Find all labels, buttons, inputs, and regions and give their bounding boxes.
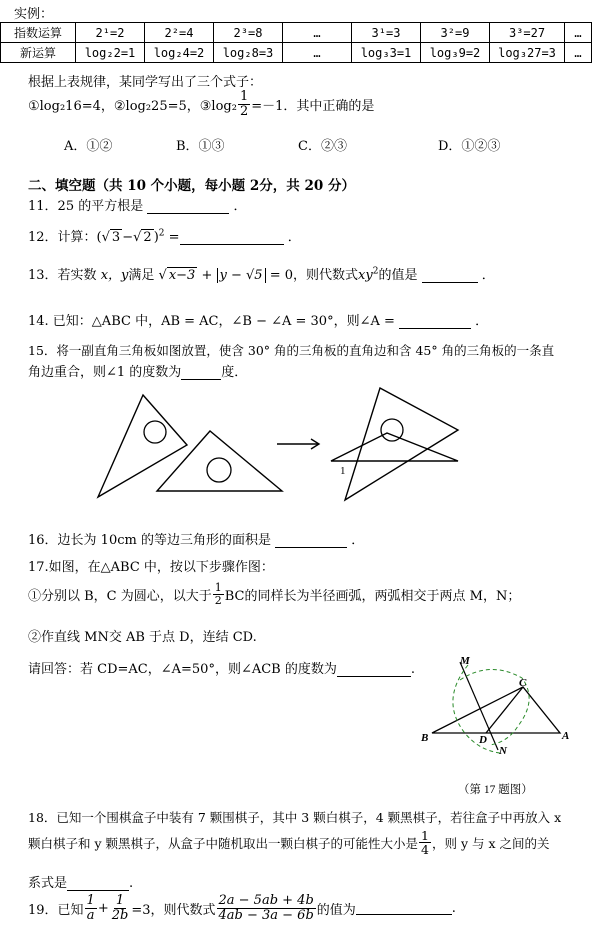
q13-vars: x，y [100,268,129,283]
denominator: a [86,907,95,923]
q17-end: . [410,662,415,677]
table-cell: log₂8=3 [214,43,283,63]
q19-ask: 的值为 [316,902,356,918]
q10-exprs: ①log₂16=4，②log₂25=5，③log₂ [28,98,237,114]
angle-1-label: 1 [340,465,346,477]
q14 [28,310,488,329]
answer-blank[interactable] [147,212,229,214]
numerator: 2a − 5ab + 4b [218,893,314,908]
q16-end: ． [351,533,365,548]
label-d: D [479,734,487,746]
exponent: 2 [372,266,379,277]
numerator: 1 [214,581,222,594]
numerator: 1 [239,89,249,104]
q18-line3 [28,872,133,891]
q18-line1: 18．已知一个围棋盒子中装有 7 颗围棋子，其中 3 颗白棋子，4 颗黑棋子，若往盒子中再放入 x [28,810,562,825]
q18-end: . [129,876,134,891]
exponent: 2 [158,228,165,239]
label-a: A [562,730,570,742]
answer-blank[interactable] [422,281,478,283]
row-header: 新运算 [1,43,76,63]
triangle-hole [144,421,166,443]
q17-stem: 17.如图，在△ABC 中，按以下步骤作图： [28,560,274,575]
q18-text-3: 系式是 [28,876,68,891]
fraction-1-over-a [85,894,97,922]
triangle-hole [381,419,403,441]
q13-text: 13．若实数 [28,268,97,283]
sqrt-2: 2 [143,230,152,245]
q17-figure [420,650,595,800]
table-row [1,23,592,43]
q18-fraction [419,829,431,856]
table-cell: 2³=8 [214,23,283,43]
denominator: 4ab − 3a − 6b [218,907,314,923]
q13-radicand: x−3 [168,268,196,283]
answer-blank[interactable] [181,378,221,380]
plus: + [97,900,109,916]
q16-text: 16．边长为 10cm 的等边三角形的面积是 [28,533,271,548]
minus: − [122,230,134,245]
label-b: B [421,732,429,744]
q13-cond: 满足 [128,268,155,283]
q17-step2: ②作直线 MN交 AB 于点 D，连结 CD. [28,630,257,645]
paren-open: ( [96,230,102,245]
table-cell: log₃9=2 [421,43,490,63]
q18-text: 颗白棋子和 y 颗黑棋子，从盒子中随机取出一颗白棋子的可能性大小是 [28,835,419,851]
half-fraction [213,582,224,606]
numerator: 1 [421,828,429,843]
numerator: 1 [115,893,125,908]
q17-ask [28,658,415,677]
q15-text: 角边重合，则∠1 的度数为 [28,365,182,380]
section-title: 二、填空题（共 10 个小题，每小题 2分，共 20 分） [28,178,355,194]
denominator: 2b [111,907,129,923]
option-a: A．①② [64,139,113,154]
answer-blank[interactable] [399,327,471,329]
row-header: 指数运算 [1,23,76,43]
sqrt-3: 3 [111,230,121,245]
plus: + [201,268,213,283]
table-cell: 2²=4 [145,23,214,43]
table-cell: log₃3=1 [352,43,421,63]
paren-close: ) [153,230,159,245]
q17-step1 [28,582,520,606]
q16 [28,529,364,548]
answer-blank[interactable] [67,889,129,891]
triangle-abc [432,687,560,733]
q10-stem: 根据上表规律，某同学写出了三个式子： [28,75,263,90]
triangle-hole [207,458,231,482]
q18-text-2: ，则 y 与 x 之间的关 [431,835,550,851]
q11 [28,195,247,214]
q19-end: . [451,900,456,916]
example-label: 实例： [14,7,54,22]
step1-text: ①分别以 B，C 为圆心，以大于 [28,588,212,604]
arc-from-c [453,665,500,753]
table-cell: … [565,43,592,63]
table-cell: log₂2=1 [76,43,145,63]
denominator: 2 [239,103,249,119]
q12-text: 12．计算： [28,230,97,245]
table-cell: … [565,23,592,43]
expression-fraction [217,894,316,922]
q15-line2 [28,361,247,380]
segment-cd [486,687,523,733]
q13-abs: y − √5 [217,268,266,283]
option-c: C．②③ [298,139,347,154]
step1-text-2: BC的同样长为半径画弧，两弧相交于两点 M，N； [224,588,521,604]
table-cell: 3³=27 [490,23,565,43]
option-d: D．①②③ [438,139,501,154]
rule-table [0,22,592,63]
answer-blank[interactable] [180,243,284,245]
q10-tail: =－1．其中正确的是 [251,98,375,114]
label-c: C [519,677,527,689]
q10-expressions [28,90,374,118]
answer-blank[interactable] [356,913,452,915]
table-cell: … [283,43,352,63]
table-cell: 2¹=2 [76,23,145,43]
table-cell: log₂4=2 [145,43,214,63]
table-row [1,43,592,63]
denominator: 2 [214,593,222,607]
option-b: B．①③ [176,139,225,154]
q18-line2 [28,829,549,856]
q13: 13．若实数 x，y满足 √ x−3 + y − √5 = 0，则代数式$xy^2$的值是 ． [28,266,495,283]
triangle-45 [331,433,458,461]
q12-end: ． [287,230,301,245]
q17-ask-text: 请回答：若 CD=AC，∠A=50°，则∠ACB 的度数为 [28,662,337,677]
q13-end: ． [481,268,495,283]
denominator: 4 [421,842,429,858]
label-n: N [499,745,507,757]
q12: 12．计算：(√ 3 −√ 2 )$^2$ = ． [28,228,301,245]
q15-line1: 15．将一副直角三角板如图放置，使含 30° 角的三角板的直角边和含 45° 角的三角板的一条直 [28,343,555,358]
table-cell: 3²=9 [421,23,490,43]
figure-caption: （第 17 题图） [458,784,533,796]
fraction-1-over-2b [110,894,131,922]
answer-blank[interactable] [337,675,411,677]
table-cell: log₃27=3 [490,43,565,63]
q19-text: 19．已知 [28,902,84,918]
q13-ask: ，则代数式 [293,268,359,283]
label-m: M [460,655,470,667]
triangle-30 [98,395,187,497]
q11-text: 11．25 的平方根是 [28,199,144,214]
q19 [28,894,456,922]
answer-blank[interactable] [275,546,347,548]
equals: = [168,230,180,245]
q13-ask2: 的值是 [378,268,418,283]
table-cell: … [283,23,352,43]
table-cell: 3¹=3 [352,23,421,43]
q15-unit: 度． [221,365,248,380]
numerator: 1 [86,893,95,908]
xy: xy [358,268,373,283]
q15-figure [0,385,610,505]
q14-text: 14. 已知：△ABC 中，AB = AC，∠B − ∠A = 30°，则∠A = [28,314,395,329]
triangle-30 [345,388,458,500]
eq-zero: = 0 [269,268,293,283]
q10-fraction [238,90,250,118]
q19-eq: =3，则代数式 [131,902,216,918]
q14-end: ． [475,314,489,329]
q11-end: ． [233,199,247,214]
